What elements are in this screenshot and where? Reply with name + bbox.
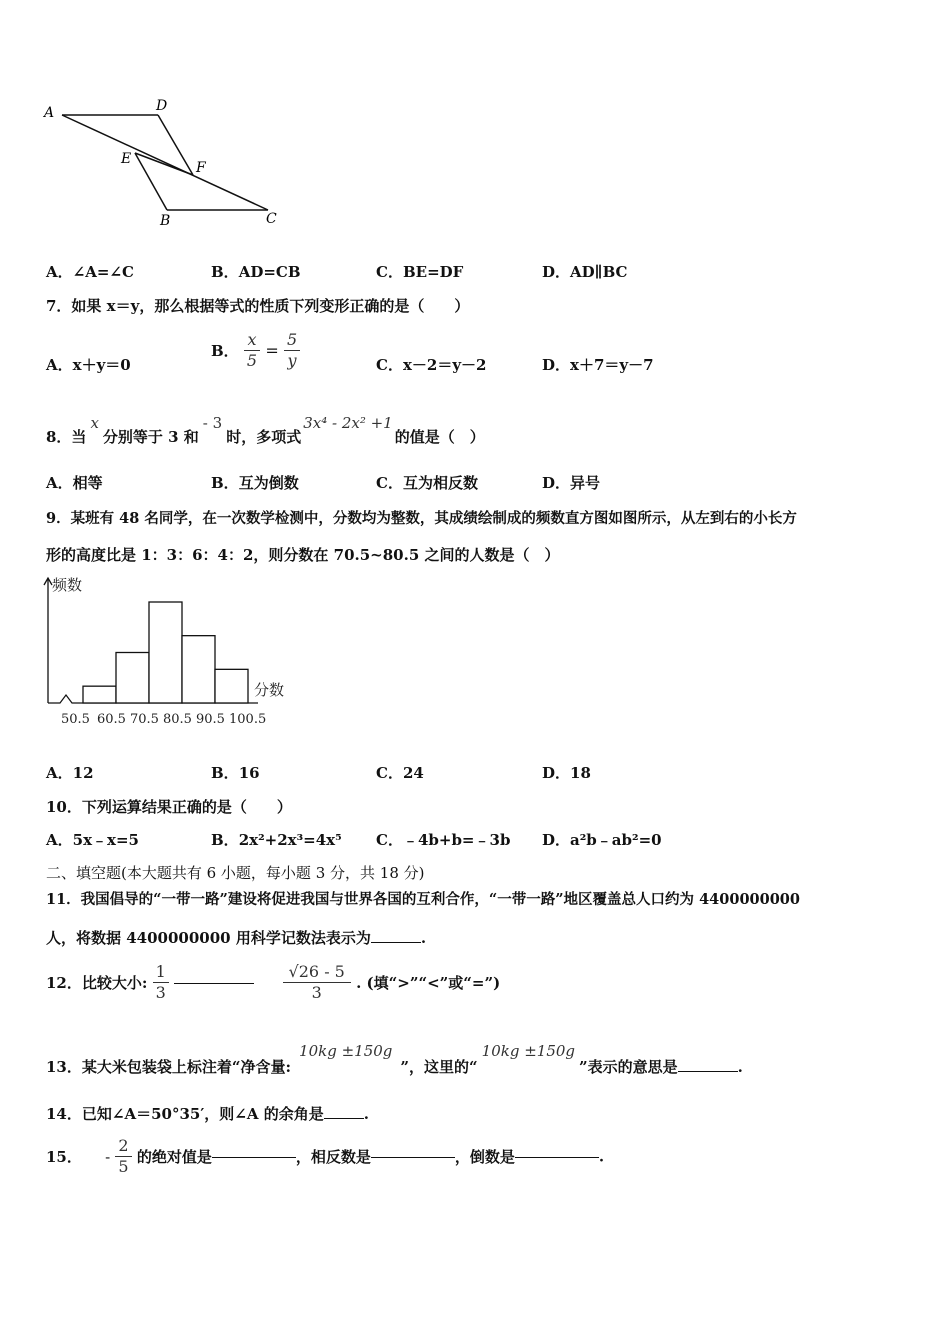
point-label-E: E: [121, 151, 132, 167]
q6-option-d[interactable]: D．AD∥BC: [542, 263, 628, 281]
answer-blank[interactable]: [324, 1117, 364, 1119]
q8-option-d[interactable]: D．异号: [542, 474, 601, 492]
q13-stem: 13．某大米包装袋上标注着“净含量:10kg ±150g”，这里的“10kg ±150g”表示的意思是 .: [46, 1042, 743, 1076]
answer-blank[interactable]: [515, 1156, 599, 1158]
histogram-bar: [182, 636, 215, 703]
q9-stem-line1: 9．某班有 48 名同学，在一次数学检测中，分数均为整数，其成绩绘制成的频数直方图如图所示，从左到右的小长方: [46, 510, 797, 527]
histogram-bar: [83, 686, 116, 703]
answer-blank[interactable]: [371, 941, 421, 943]
answer-blank[interactable]: [212, 1156, 296, 1158]
segment-EF: [135, 153, 193, 175]
histogram-bar: [116, 653, 149, 704]
x-axis-label: 分数: [254, 681, 285, 699]
fraction-sqrt26-minus-5-over-3: $\frac{√26 - 5}{3}$: [283, 962, 351, 1003]
q7-option-d[interactable]: D．x＋7＝y－7: [542, 356, 654, 374]
x-axis-break: [48, 695, 80, 703]
q8-option-a[interactable]: A．相等: [46, 474, 103, 492]
point-label-C: C: [266, 211, 277, 227]
y-axis-label: 频数: [52, 576, 83, 594]
x-tick-label: 60.5: [97, 712, 126, 727]
q8-option-c[interactable]: C．互为相反数: [376, 474, 478, 492]
fraction-5-over-y: $\frac{5}{y}$: [284, 330, 300, 371]
x-tick-label: 80.5: [163, 712, 192, 727]
q10-option-d[interactable]: D．a²b﹣ab²=0: [542, 831, 662, 849]
q7-option-c[interactable]: C．x－2＝y－2: [376, 356, 487, 374]
q9-option-c[interactable]: C．24: [376, 764, 424, 782]
point-label-D: D: [156, 98, 168, 114]
section-heading-fill-in: 二、填空题(本大题共有 6 小题，每小题 3 分，共 18 分): [46, 864, 425, 882]
q6-option-a[interactable]: A．∠A=∠C: [46, 263, 134, 281]
q11-stem-line2: 人，将数据 4400000000 用科学记数法表示为 .: [46, 929, 427, 947]
segment-DF: [158, 115, 193, 175]
x-tick-label: 70.5: [130, 712, 159, 727]
answer-blank[interactable]: [174, 982, 254, 984]
q10-option-c[interactable]: C．﹣4b+b=﹣3b: [376, 831, 511, 849]
q6-geometry-figure: [30, 90, 300, 235]
q9-option-a[interactable]: A．12: [46, 764, 94, 782]
q12-stem: 12．比较大小: $\frac{1}{3}$ $\frac{√26 - 5}{3}$ . (填“>”“<”或“=”): [46, 962, 501, 1002]
q7-stem: 7．如果 x＝y，那么根据等式的性质下列变形正确的是（ ）: [46, 297, 470, 315]
q9-option-b[interactable]: B．16: [211, 764, 260, 782]
x-tick-label: 50.5: [61, 712, 90, 727]
x-tick-label: 100.5: [229, 712, 267, 727]
q7-option-b[interactable]: B． $\frac{x}{5}$ = $\frac{5}{y}$: [211, 330, 300, 371]
answer-blank[interactable]: [371, 1156, 455, 1158]
histogram-bar: [215, 669, 248, 703]
q6-option-c[interactable]: C．BE=DF: [376, 263, 464, 281]
fraction-one-third: $\frac{1}{3}$: [153, 962, 169, 1003]
q6-option-b[interactable]: B．AD=CB: [211, 263, 301, 281]
point-label-F: F: [196, 160, 206, 176]
q10-stem: 10．下列运算结果正确的是（ ）: [46, 798, 292, 816]
point-label-B: B: [160, 213, 171, 229]
q11-stem-line1: 11．我国倡导的“一带一路”建设将促进我国与世界各国的互利合作，“一带一路”地区覆盖总人口约为 4400000000: [46, 891, 800, 908]
q10-option-b[interactable]: B．2x²+2x³=4x⁵: [211, 831, 342, 849]
fraction-x-over-5: $\frac{x}{5}$: [244, 330, 260, 371]
segment-AC: [62, 115, 268, 210]
q8-option-b[interactable]: B．互为倒数: [211, 474, 299, 492]
fraction-two-fifths: $\frac{2}{5}$: [115, 1136, 131, 1177]
answer-blank[interactable]: [678, 1070, 738, 1072]
x-tick-label: 90.5: [196, 712, 225, 727]
q14-stem: 14．已知∠A＝50°35′，则∠A 的余角是 .: [46, 1105, 369, 1123]
frequency-histogram: [36, 570, 296, 735]
q15-stem: 15． - $\frac{2}{5}$ 的绝对值是 ，相反数是 ，倒数是 .: [46, 1136, 605, 1176]
q7-option-a[interactable]: A．x＋y＝0: [46, 356, 131, 374]
q9-stem-line2: 形的高度比是 1：3：6：4：2，则分数在 70.5~80.5 之间的人数是（ ）: [46, 546, 560, 564]
histogram-bar: [149, 602, 182, 703]
point-label-A: A: [44, 105, 55, 121]
q10-option-a[interactable]: A．5x﹣x=5: [46, 831, 139, 849]
q9-option-d[interactable]: D．18: [542, 764, 591, 782]
q8-stem: 8．当x分别等于 3 和- 3时，多项式3x⁴ - 2x² +1的值是（ ）: [46, 414, 485, 446]
